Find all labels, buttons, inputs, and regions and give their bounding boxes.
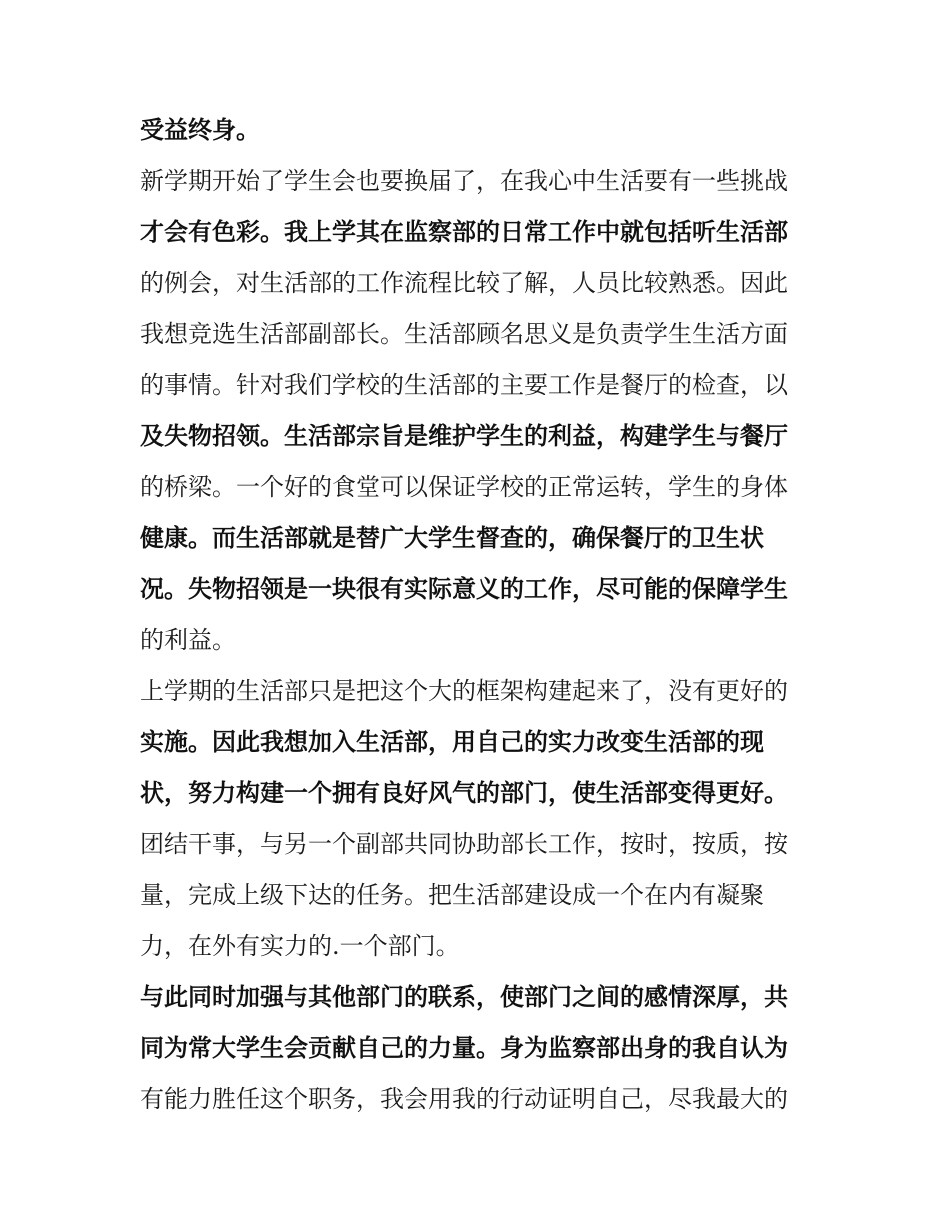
text-line: 我想竞选生活部副部长。生活部顾名思义是负责学生生活方面 — [140, 320, 788, 348]
text-line: 实施。因此我想加入生活部，用自己的实力改变生活部的现 — [140, 728, 764, 756]
text-line: 同为常大学生会贡献自己的力量。身为监察部出身的我自认为 — [140, 1034, 788, 1062]
text-line: 量，完成上级下达的任务。把生活部建设成一个在内有凝聚 — [140, 881, 764, 909]
text-line: 的例会，对生活部的工作流程比较了解，人员比较熟悉。因此 — [140, 269, 788, 297]
text-line: 才会有色彩。我上学其在监察部的日常工作中就包括听生活部 — [140, 218, 788, 246]
text-line: 新学期开始了学生会也要换届了，在我心中生活要有一些挑战 — [140, 167, 788, 195]
text-line: 状，努力构建一个拥有良好风气的部门，使生活部变得更好。 — [140, 779, 788, 807]
text-line: 受益终身。 — [140, 116, 260, 144]
text-line: 与此同时加强与其他部门的联系，使部门之间的感情深厚，共 — [140, 983, 788, 1011]
text-line: 况。失物招领是一块很有实际意义的工作，尽可能的保障学生 — [140, 575, 788, 603]
text-line: 健康。而生活部就是替广大学生督查的，确保餐厅的卫生状 — [140, 524, 764, 552]
text-line: 力，在外有实力的.一个部门。 — [140, 932, 460, 960]
text-line: 团结干事，与另一个副部共同协助部长工作，按时，按质，按 — [140, 830, 788, 858]
text-line: 上学期的生活部只是把这个大的框架构建起来了，没有更好的 — [140, 677, 788, 705]
text-line: 有能力胜任这个职务，我会用我的行动证明自己，尽我最大的 — [140, 1085, 788, 1113]
text-line: 的利益。 — [140, 626, 236, 654]
text-line: 的事情。针对我们学校的生活部的主要工作是餐厅的检查，以 — [140, 371, 788, 399]
text-line: 及失物招领。生活部宗旨是维护学生的利益，构建学生与餐厅 — [140, 422, 788, 450]
text-line: 的桥梁。一个好的食堂可以保证学校的正常运转，学生的身体 — [140, 473, 788, 501]
